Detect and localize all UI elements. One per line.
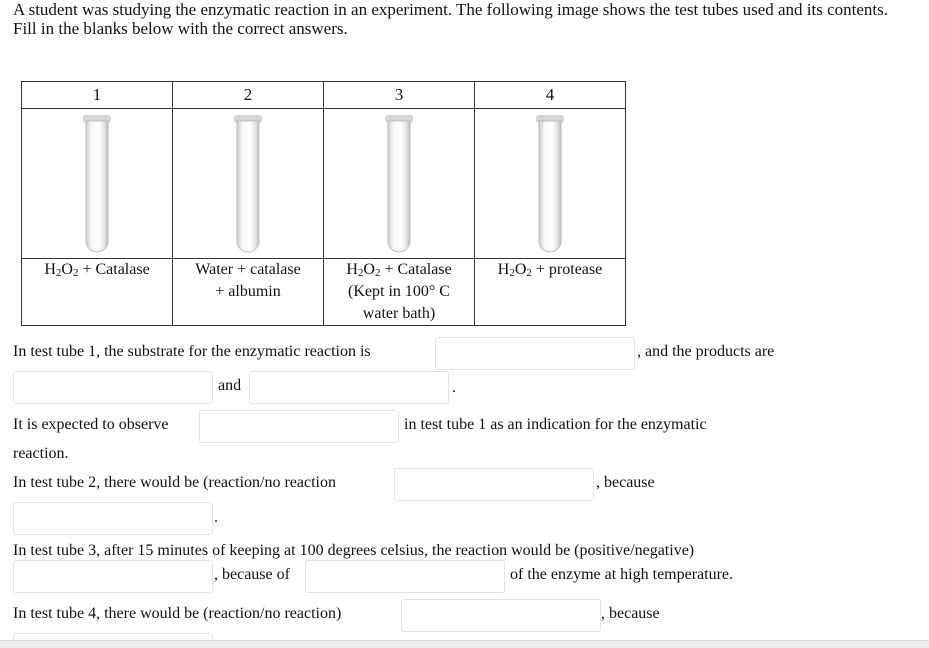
- q3-reaction-input[interactable]: [394, 468, 594, 501]
- q5-text: In test tube 4, there would be (reaction/no reaction): [13, 605, 342, 622]
- q2-text-continued: in test tube 1 as an indication for the enzymatic: [404, 416, 707, 433]
- q3-period: .: [214, 509, 218, 526]
- q4-because-text: , because of: [214, 566, 290, 583]
- test-tube-3-icon: [383, 113, 415, 255]
- q2-text: It is expected to observe: [13, 416, 169, 433]
- q1-period: .: [452, 379, 456, 396]
- test-tube-4-icon: [534, 113, 566, 255]
- q5-reason-input[interactable]: [13, 633, 213, 640]
- tube-3-header: 3: [324, 82, 475, 109]
- tube-2-contents: Water + catalase + albumin: [173, 259, 324, 326]
- bottom-scroll-edge: [0, 640, 929, 648]
- tube-3-cell: [324, 109, 475, 259]
- q3-because-text: , because: [596, 474, 655, 491]
- tube-2-cell: [173, 109, 324, 259]
- q1-product-2-input[interactable]: [249, 371, 449, 404]
- q1-substrate-input[interactable]: [435, 337, 635, 370]
- test-tube-table: [21, 81, 626, 326]
- intro-text: A student was studying the enzymatic reaction in an experiment. The following image shows the test tubes used and its contents. Fill in the blanks below with the correct answers.: [13, 0, 889, 38]
- q3-reason-input[interactable]: [13, 502, 213, 535]
- tube-1-header: 1: [22, 82, 173, 109]
- q3-text: In test tube 2, there would be (reaction/no reaction: [13, 474, 336, 491]
- tube-4-cell: [475, 109, 626, 259]
- tube-3-contents: $H_2O_2$ + Catalase (Kept in 100° C water bath): [324, 259, 475, 326]
- q4-text-end: of the enzyme at high temperature.: [510, 566, 734, 583]
- tube-4-contents: $H_2O_2$ + protease: [475, 259, 626, 326]
- tube-1-cell: [22, 109, 173, 259]
- test-tube-2-icon: [232, 113, 264, 255]
- q4-text: In test tube 3, after 15 minutes of keeping at 100 degrees celsius, the reaction would be (positive/negative): [13, 542, 695, 559]
- q1-products-text: , and the products are: [637, 343, 775, 360]
- test-tube-1-icon: [81, 113, 113, 255]
- q1-and-text: and: [218, 377, 242, 394]
- tube-2-header: 2: [173, 82, 324, 109]
- q4-reason-input[interactable]: [305, 560, 505, 593]
- q2-observation-input[interactable]: [199, 410, 399, 443]
- tube-1-contents: $H_2O_2$ + Catalase: [22, 259, 173, 326]
- q5-reaction-input[interactable]: [401, 599, 601, 632]
- q1-product-1-input[interactable]: [13, 371, 213, 404]
- q1-text: In test tube 1, the substrate for the enzymatic reaction is: [13, 343, 371, 360]
- q2-text-end: reaction.: [13, 445, 69, 462]
- tube-4-header: 4: [475, 82, 626, 109]
- q4-result-input[interactable]: [13, 560, 213, 593]
- q5-because-text: , because: [601, 605, 660, 622]
